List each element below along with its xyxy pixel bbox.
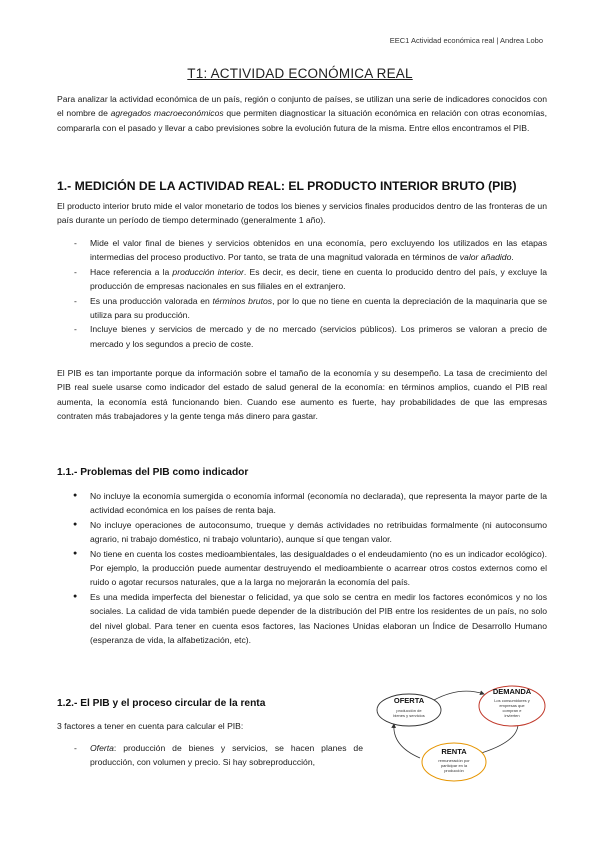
demanda-sub3: compran e bbox=[502, 708, 522, 713]
oferta-label: OFERTA bbox=[393, 696, 425, 705]
page-header: EEC1 Actividad económica real | Andrea Lobo bbox=[389, 36, 543, 45]
oferta-sub2: bienes y servicios bbox=[393, 713, 425, 718]
list-item: ● No tiene en cuenta los costes medioambientales, las desigualdades o el endeudamiento (no es un indicador ecológico). Por ejemplo, la producción puede aumentar destruyendo el medioambiente o acarrear otros costos externos como el ruido o agotar recursos naturales, que a la larga no mejorarán la economía del país. bbox=[57, 547, 547, 590]
circular-flow-diagram bbox=[372, 680, 548, 784]
list-item: - Es una producción valorada en términos brutos, por lo que no tiene en cuenta la depreciación de la maquinaria que se utiliza para su producción. bbox=[57, 294, 547, 323]
section-1-paragraph: El producto interior bruto mide el valor monetario de todos los bienes y servicios finales producidos dentro de las fronteras de un país durante un período de tiempo determinado (generalmente 1 año). bbox=[57, 201, 547, 226]
list-item: ● No incluye operaciones de autoconsumo, trueque y demás actividades no retribuidas formalmente (ni autoconsumo agrario, ni trabajo doméstico, ni trabajo voluntario), aunque sí que tengan valor. bbox=[57, 518, 547, 547]
section-1-2-heading: 1.2.- El PIB y el proceso circular de la renta bbox=[57, 698, 266, 709]
renta-sub1: remuneración por bbox=[438, 758, 470, 763]
list-item: ● Es una medida imperfecta del bienestar o felicidad, ya que solo se centra en medir los factores económicos y no los sociales. La calidad de vida también puede depender de la distribución del PIB entre los residentes de un país, no solo del nivel global. Para tener en cuenta esos factores, las Naciones Unidas elaboran un Índice de Desarrollo Humano (esperanza de vida, la alfabetización, etc). bbox=[57, 590, 547, 648]
demanda-label: DEMANDA bbox=[492, 687, 532, 696]
intro-paragraph: Para analizar la actividad económica de un país, región o conjunto de países, se utilizan una serie de indicadores conocidos con el nombre de agregados macroeconómicos que permiten diagnosticar la situación económica en relación con otras economías, compararla con el pasado y llevar a cabo previsiones sobre la evolución futura de la misma. Entre ellos encontramos el PIB. bbox=[57, 94, 547, 133]
renta-sub3: producción bbox=[444, 768, 464, 773]
section-1-1-heading: 1.1.- Problemas del PIB como indicador bbox=[57, 467, 249, 478]
oferta-sub1: producción de bbox=[396, 708, 422, 713]
section-1-2-paragraph: 3 factores a tener en cuenta para calcular el PIB: bbox=[57, 721, 244, 731]
demanda-sub2: empresas que bbox=[499, 703, 525, 708]
list-item: ● No incluye la economía sumergida o economía informal (economía no declarada), que representa la mayor parte de la actividad económica en los países de renta baja. bbox=[57, 489, 547, 518]
arrow-renta-oferta bbox=[394, 724, 420, 758]
arrow-demanda-renta bbox=[478, 724, 518, 754]
list-item: - Incluye bienes y servicios de mercado y de no mercado (servicios públicos). Los primeros se valoran a precio de mercado y los segundos a precio de coste. bbox=[57, 322, 547, 351]
section-1-paragraph-2: El PIB es tan importante porque da información sobre el tamaño de la economía y su desempeño. La tasa de crecimiento del PIB real suele usarse como indicador del estado de salud general de la economía: en términos amplios, cuando el PIB real aumenta, la economía está funcionando bien. Cuando ese aumento es fuerte, hay probabilidades de que las empresas contraten más trabajadores y la gente tenga más dinero para gastar. bbox=[57, 368, 547, 422]
list-item: - Mide el valor final de bienes y servicios obtenidos en una economía, pero excluyendo los utilizados en las etapas intermedias del proceso productivo. Por tanto, se trata de una magnitud valorada en términos de valor añadido. bbox=[57, 236, 547, 265]
section-1-2-list bbox=[57, 741, 363, 770]
page-title: T1: ACTIVIDAD ECONÓMICA REAL bbox=[187, 66, 413, 81]
section-1-1-list bbox=[57, 489, 547, 647]
section-1-heading: 1.- MEDICIÓN DE LA ACTIVIDAD REAL: EL PRODUCTO INTERIOR BRUTO (PIB) bbox=[57, 179, 517, 193]
renta-sub2: participar en la bbox=[440, 763, 468, 768]
demanda-sub4: invierten bbox=[504, 713, 520, 718]
list-item: - Oferta: producción de bienes y servicios, se hacen planes de producción, con volumen y precio. Si hay sobreproducción, bbox=[57, 741, 363, 770]
demanda-sub1: Los consumidores y bbox=[494, 698, 530, 703]
renta-label: RENTA bbox=[441, 747, 467, 756]
list-item: - Hace referencia a la producción interior. Es decir, es decir, tiene en cuenta lo producido dentro del país, y excluye la producción de empresas nacionales en sus filiales en el extranjero. bbox=[57, 265, 547, 294]
section-1-list bbox=[57, 236, 547, 351]
arrow-oferta-demanda bbox=[434, 691, 484, 700]
